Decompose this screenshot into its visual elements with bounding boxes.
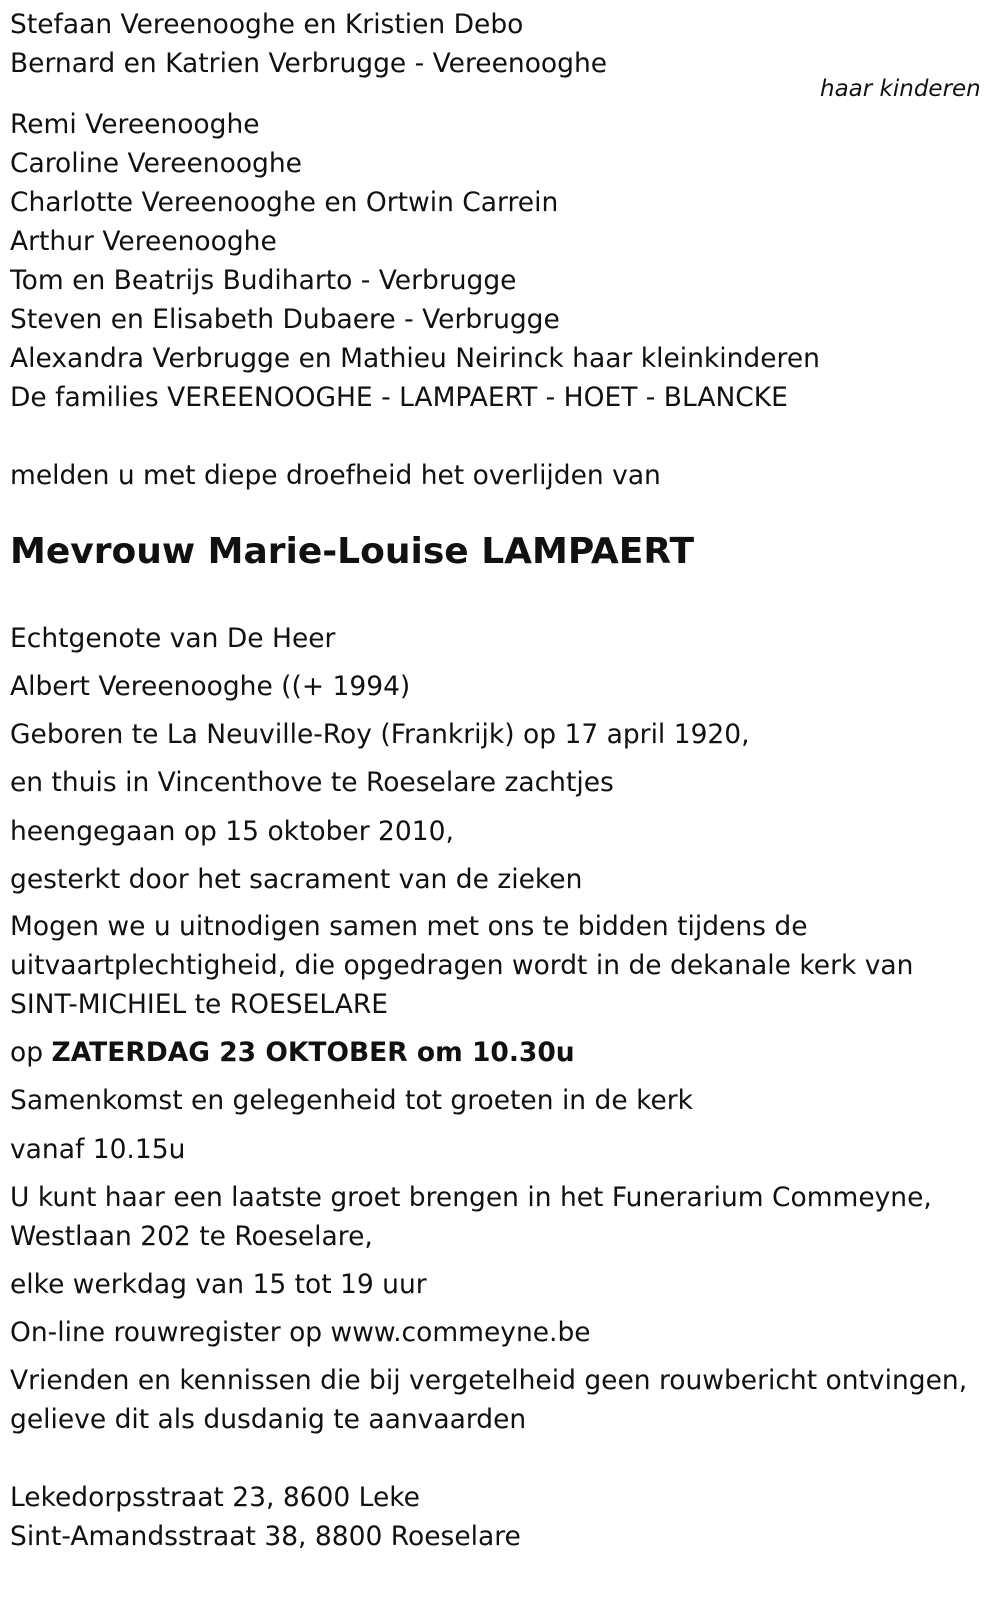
invite-line: uitvaartplechtigheid, die opgedragen wordt in de dekanale kerk van: [10, 950, 914, 981]
funeral-date: ZATERDAG 23 OKTOBER om 10.30u: [51, 1037, 575, 1068]
families-line: De families VEREENOOGHE - LAMPAERT - HOET - BLANCKE: [10, 382, 788, 413]
grandchild-line: Arthur Vereenooghe: [10, 226, 277, 257]
date-prefix: op: [10, 1037, 44, 1068]
notice-line: Vrienden en kennissen die bij vergetelheid geen rouwbericht ontvingen,: [10, 1365, 968, 1396]
address-line: Sint-Amandsstraat 38, 8800 Roeselare: [10, 1521, 521, 1552]
invite-line: Mogen we u uitnodigen samen met ons te bidden tijdens de: [10, 911, 808, 942]
sacrament: gesterkt door het sacrament van de zieken: [10, 864, 583, 895]
children-label: haar kinderen: [820, 76, 981, 102]
death-place: en thuis in Vincenthove te Roeselare zachtjes: [10, 767, 614, 798]
grandchild-line: Remi Vereenooghe: [10, 109, 260, 140]
spouse-title: Echtgenote van De Heer: [10, 623, 336, 654]
grandchild-line: Tom en Beatrijs Budiharto - Verbrugge: [10, 265, 517, 296]
child-line: Stefaan Vereenooghe en Kristien Debo: [10, 9, 524, 40]
visit-line: Westlaan 202 te Roeselare,: [10, 1221, 373, 1252]
deceased-name: Mevrouw Marie-Louise LAMPAERT: [10, 531, 695, 572]
notice-line: gelieve dit als dusdanig te aanvaarden: [10, 1404, 527, 1435]
grandchild-line: Alexandra Verbrugge en Mathieu Neirinck haar kleinkinderen: [10, 343, 820, 374]
grandchild-line: Steven en Elisabeth Dubaere - Verbrugge: [10, 304, 560, 335]
gathering-time: vanaf 10.15u: [10, 1134, 186, 1165]
death-date: heengegaan op 15 oktober 2010,: [10, 816, 454, 847]
online-register: On-line rouwregister op www.commeyne.be: [10, 1317, 591, 1348]
invite-line: SINT-MICHIEL te ROESELARE: [10, 989, 388, 1020]
announcement: melden u met diepe droefheid het overlijden van: [10, 460, 661, 491]
spouse-name: Albert Vereenooghe ((+ 1994): [10, 671, 411, 702]
grandchild-line: Caroline Vereenooghe: [10, 148, 302, 179]
visit-line: U kunt haar een laatste groet brengen in het Funerarium Commeyne,: [10, 1182, 932, 1213]
visit-hours: elke werkdag van 15 tot 19 uur: [10, 1269, 427, 1300]
birth-info: Geboren te La Neuville-Roy (Frankrijk) op 17 april 1920,: [10, 719, 750, 750]
child-line: Bernard en Katrien Verbrugge - Vereenooghe: [10, 48, 608, 79]
gathering: Samenkomst en gelegenheid tot groeten in de kerk: [10, 1085, 694, 1116]
grandchild-line: Charlotte Vereenooghe en Ortwin Carrein: [10, 187, 559, 218]
funeral-date-line: [10, 1033, 575, 1072]
address-line: Lekedorpsstraat 23, 8600 Leke: [10, 1482, 420, 1513]
